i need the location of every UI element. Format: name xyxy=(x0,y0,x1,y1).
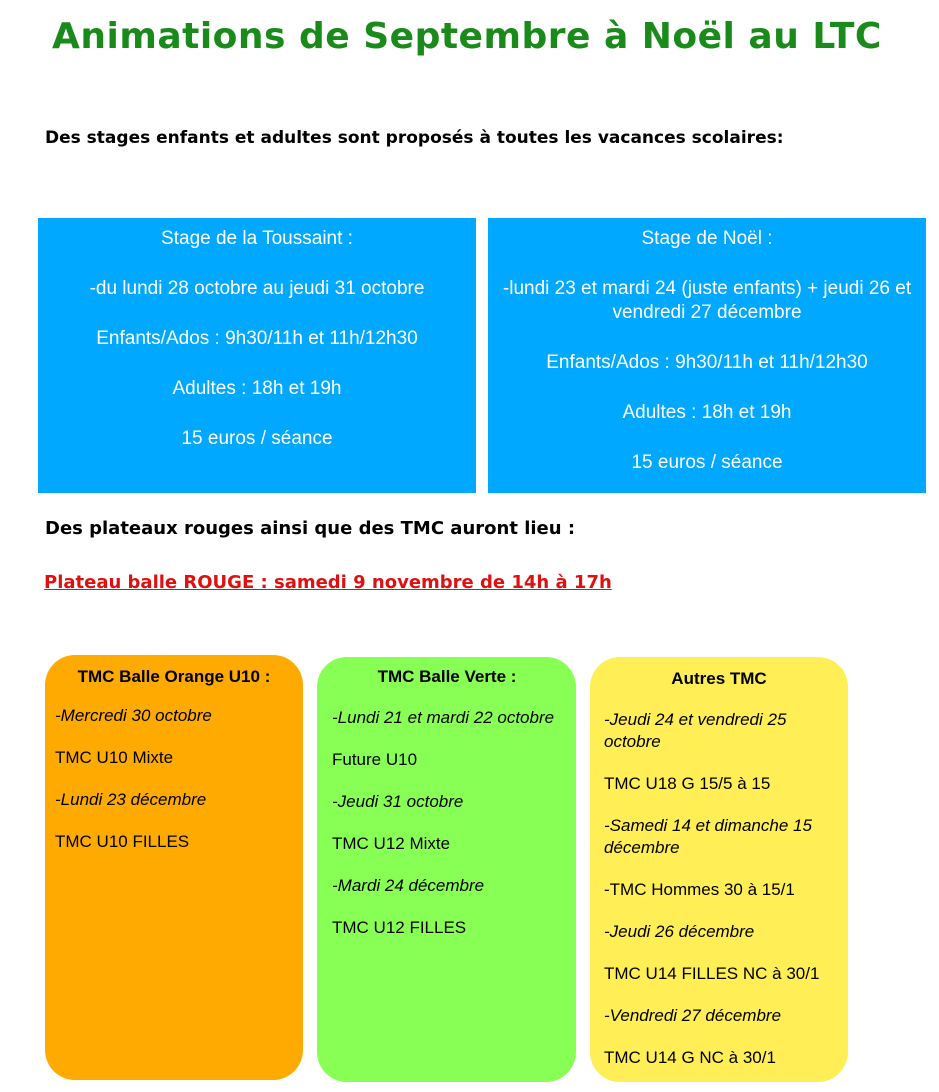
tmc-verte-card xyxy=(317,657,576,1082)
stage-dates: -du lundi 28 octobre au jeudi 31 octobre xyxy=(89,278,425,299)
tmc-date: -Lundi 21 et mardi 22 octobre xyxy=(332,708,555,727)
plateau-rouge-announcement: Plateau balle ROUGE : samedi 9 novembre de 14h à 17h xyxy=(44,572,612,593)
page-title: Animations de Septembre à Noël au LTC xyxy=(52,16,882,57)
tmc-date: -Jeudi 26 décembre xyxy=(604,922,755,941)
stage-price: 15 euros / séance xyxy=(181,428,333,449)
stage-noel-box xyxy=(488,218,926,493)
stage-dates: -lundi 23 et mardi 24 (juste enfants) + jeudi 26 et vendredi 27 décembre xyxy=(502,278,912,323)
tmc-event: TMC U10 Mixte xyxy=(55,748,174,767)
tmc-date: -Samedi 14 et dimanche 15 décembre xyxy=(604,816,812,857)
tmc-date: -Mardi 24 décembre xyxy=(332,876,485,895)
tmc-list xyxy=(55,705,293,853)
stage-adultes-hours: Adultes : 18h et 19h xyxy=(622,402,792,423)
tmc-orange-card xyxy=(45,655,303,1080)
stage-adultes-hours: Adultes : 18h et 19h xyxy=(172,378,342,399)
tmc-list xyxy=(604,709,834,1069)
tmc-event: TMC U18 G 15/5 à 15 xyxy=(604,774,771,793)
tmc-date: -Jeudi 24 et vendredi 25 octobre xyxy=(604,710,787,751)
tmc-event: TMC U14 G NC à 30/1 xyxy=(604,1048,776,1067)
tmc-date: -Vendredi 27 décembre xyxy=(604,1006,782,1025)
stage-enfants-hours: Enfants/Ados : 9h30/11h et 11h/12h30 xyxy=(546,352,868,373)
tmc-event: TMC U12 Mixte xyxy=(332,834,451,853)
tmc-event: Future U10 xyxy=(332,750,418,769)
tmc-event: TMC U12 FILLES xyxy=(332,918,467,937)
tmc-event: TMC U10 FILLES xyxy=(55,832,190,851)
tmc-date: -Mercredi 30 octobre xyxy=(55,706,212,725)
plateaux-heading: Des plateaux rouges ainsi que des TMC auront lieu : xyxy=(45,518,576,539)
stage-enfants-hours: Enfants/Ados : 9h30/11h et 11h/12h30 xyxy=(96,328,418,349)
intro-text: Des stages enfants et adultes sont proposés à toutes les vacances scolaires: xyxy=(45,128,784,148)
card-title: Autres TMC xyxy=(671,669,767,688)
tmc-event: -TMC Hommes 30 à 15/1 xyxy=(604,880,795,899)
stage-price: 15 euros / séance xyxy=(631,452,783,473)
tmc-autres-card xyxy=(590,657,848,1082)
stage-toussaint-box xyxy=(38,218,476,493)
tmc-date: -Jeudi 31 octobre xyxy=(332,792,464,811)
card-title: TMC Balle Verte : xyxy=(377,667,517,686)
tmc-event: TMC U14 FILLES NC à 30/1 xyxy=(604,964,820,983)
tmc-list xyxy=(332,707,562,939)
card-title: TMC Balle Orange U10 : xyxy=(77,667,271,686)
tmc-date: -Lundi 23 décembre xyxy=(55,790,207,809)
stage-title: Stage de Noël : xyxy=(641,228,773,249)
stage-title: Stage de la Toussaint : xyxy=(161,228,353,249)
